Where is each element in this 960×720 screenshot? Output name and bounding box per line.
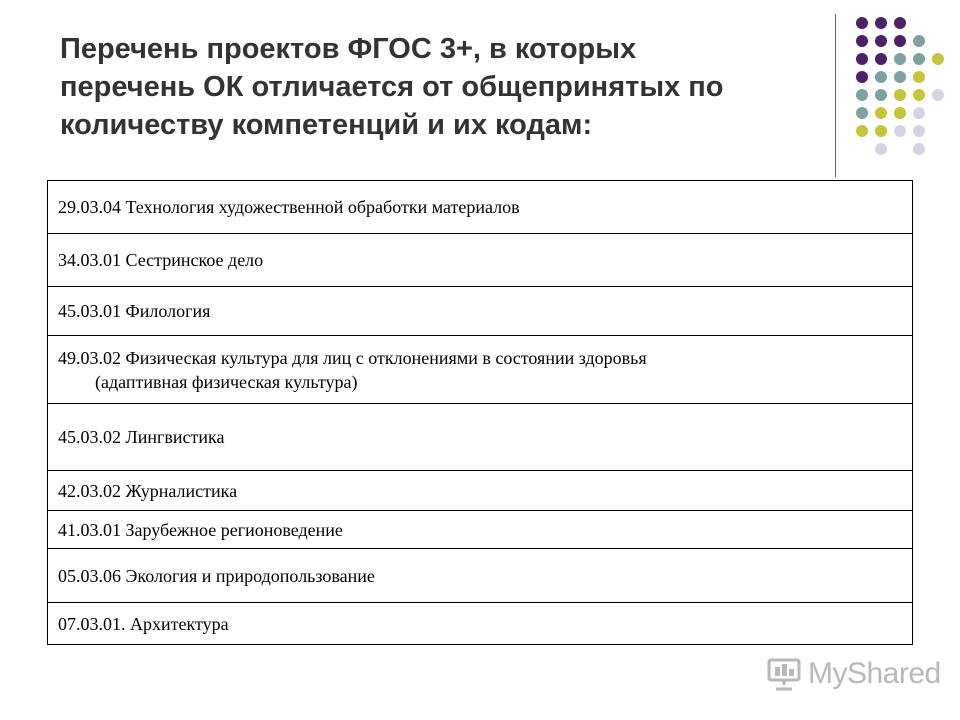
decorative-dot: [875, 125, 887, 137]
decorative-dot: [856, 107, 868, 119]
decorative-dot: [875, 143, 887, 155]
presentation-board-icon: [766, 656, 802, 692]
table-cell: [48, 336, 913, 404]
table-row: [48, 511, 913, 549]
decorative-dot: [856, 71, 868, 83]
table-row: [48, 471, 913, 511]
decorative-dot-grid: [850, 14, 950, 154]
decorative-dot: [875, 53, 887, 65]
table-row: [48, 404, 913, 471]
table-cell: 29.03.04 Технология художественной обработки материалов: [48, 181, 913, 234]
decorative-dot: [856, 35, 868, 47]
slide-title-line-2: перечень ОК отличается от общепринятых по: [60, 71, 724, 103]
decorative-dot: [875, 35, 887, 47]
decorative-dot: [913, 107, 925, 119]
decorative-dot: [894, 53, 906, 65]
table-cell: 41.03.01 Зарубежное регионоведение: [48, 511, 913, 549]
table-row: [48, 181, 913, 234]
table-cell-line-2: (адаптивная физическая культура): [95, 371, 358, 392]
decorative-dot: [913, 71, 925, 83]
table-cell: 42.03.02 Журналистика: [48, 471, 913, 511]
decorative-dot: [875, 107, 887, 119]
table-cell: 45.03.02 Лингвистика: [48, 404, 913, 471]
slide-title: [60, 30, 820, 144]
table-row: [48, 234, 913, 287]
decorative-dot: [894, 35, 906, 47]
decorative-dot: [856, 125, 868, 137]
decorative-dot: [875, 71, 887, 83]
decorative-dot: [913, 125, 925, 137]
watermark-logo: [766, 656, 941, 692]
decorative-dot: [856, 53, 868, 65]
decorative-dot: [875, 17, 887, 29]
program-list-table: [47, 180, 913, 645]
slide-title-line-3: количеству компетенций и их кодам:: [60, 109, 593, 141]
decorative-dot: [932, 89, 944, 101]
decorative-dot: [913, 53, 925, 65]
watermark-text: MyShared: [808, 657, 941, 690]
decorative-dot: [894, 89, 906, 101]
slide-title-line-1: Перечень проектов ФГОС 3+, в которых: [60, 33, 637, 65]
decorative-dot: [856, 17, 868, 29]
table-cell: 05.03.06 Экология и природопользование: [48, 549, 913, 603]
decorative-dot: [894, 71, 906, 83]
table-row: [48, 549, 913, 603]
table-cell-line-1: 49.03.02 Физическая культура для лиц с отклонениями в состоянии здоровья: [58, 347, 647, 368]
table-cell: 07.03.01. Архитектура: [48, 603, 913, 645]
decorative-dot: [894, 125, 906, 137]
decorative-dot: [932, 53, 944, 65]
table-cell: 34.03.01 Сестринское дело: [48, 234, 913, 287]
decorative-dot: [894, 107, 906, 119]
decorative-divider-line: [835, 14, 836, 177]
decorative-dot: [875, 89, 887, 101]
table-row: [48, 287, 913, 336]
decorative-dot: [913, 89, 925, 101]
decorative-dot: [913, 143, 925, 155]
table-row: [48, 336, 913, 404]
table-cell: 45.03.01 Филология: [48, 287, 913, 336]
table-row: [48, 603, 913, 645]
decorative-dot: [894, 17, 906, 29]
decorative-dot: [913, 35, 925, 47]
decorative-dot: [856, 89, 868, 101]
